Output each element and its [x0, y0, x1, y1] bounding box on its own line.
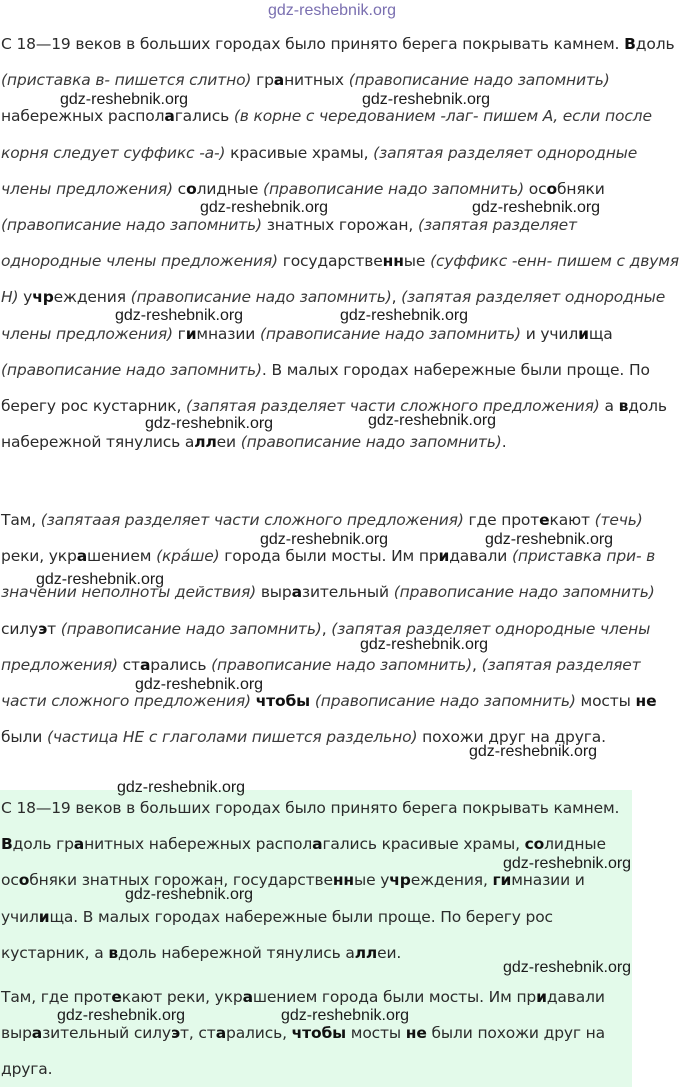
watermark: gdz-reshebnik.org — [60, 91, 189, 108]
text-segment: гались — [174, 107, 234, 126]
text-segment: г — [172, 324, 186, 343]
watermark: gdz-reshebnik.org — [200, 199, 329, 216]
watermark: gdz-reshebnik.org — [117, 779, 246, 796]
text-segment: рались, — [226, 1024, 292, 1043]
highlight-letter: ги — [492, 871, 512, 890]
annotation-note: (правописание надо запомнить) — [130, 288, 392, 307]
highlight-letter: а — [291, 583, 302, 602]
annotation-note: (правописание надо запомнить) — [1, 360, 262, 379]
highlight-letter: чр — [389, 871, 411, 890]
highlight-letter: а — [76, 547, 88, 566]
answer-paragraph-1 — [1, 790, 631, 971]
highlight-letter: со — [524, 835, 545, 854]
annotation-note: (правописание надо запомнить) — [263, 179, 524, 198]
text-segment: кают — [549, 511, 595, 529]
watermark: gdz-reshebnik.org — [135, 676, 264, 693]
annotation-note: (правописание надо запомнить) — [60, 619, 322, 638]
annotation-note: (правописание надо запомнить) — [314, 692, 576, 711]
text-segment: доль — [635, 35, 675, 53]
text-segment: гр — [251, 71, 274, 90]
text-segment: С 18—19 веков в больших городах было принято берега покрывать камнем. — [1, 35, 625, 53]
text-segment: кают реки, укр — [121, 988, 243, 1006]
watermark: gdz-reshebnik.org — [340, 307, 469, 324]
highlight-letter: е — [111, 988, 122, 1006]
highlight-word: не — [635, 692, 657, 711]
watermark: gdz-reshebnik.org — [145, 415, 274, 432]
annotation-note: (суффикс -енн- пишем с двумя Н) — [1, 252, 679, 307]
annotation-note: (запятая разделяет однородные члены предложения) — [1, 288, 666, 343]
text-segment: т, ст — [180, 1024, 216, 1043]
highlight-letter: чр — [32, 288, 54, 307]
text-segment: лидные — [196, 179, 264, 198]
text-segment: ща — [588, 324, 613, 343]
watermark: gdz-reshebnik.org — [503, 959, 632, 976]
text-segment: мназии — [196, 324, 260, 343]
text-segment: знатных горожан, — [261, 216, 418, 235]
text-segment: давали — [449, 547, 512, 566]
text-segment: . В малых городах набережные были проще. По берегу рос кустарник, — [1, 360, 650, 416]
text-segment: еи. — [377, 943, 402, 962]
annotation-note: (запятая разделяет части сложного предложения) — [1, 655, 641, 711]
watermark: gdz-reshebnik.org — [36, 571, 165, 588]
text-segment: С 18—19 веков в больших городах было принято берега покрывать камнем. — [1, 799, 620, 817]
text-segment: ые у — [354, 871, 390, 890]
watermark: gdz-reshebnik.org — [503, 855, 632, 872]
annotation-note: (частица НЕ с глаголами пишется раздельно) — [46, 728, 418, 747]
text-segment: зительный силу — [42, 1024, 171, 1043]
text-segment: реки, укр — [1, 547, 77, 566]
highlight-letter: в — [618, 397, 629, 416]
text-segment: набережных распол — [1, 107, 165, 126]
annotation-note: (правописание надо запомнить) — [260, 324, 521, 343]
highlight-letter: э — [38, 619, 48, 638]
text-segment: силу — [1, 619, 39, 638]
highlight-letter: а — [73, 835, 85, 854]
annotation-note: (правописание надо запомнить) — [211, 655, 473, 674]
annotation-note: (запятая разделяет однородные члены предложения) — [1, 216, 577, 271]
text-segment: т — [47, 619, 61, 638]
text-segment: , — [391, 288, 402, 307]
watermark: gdz-reshebnik.org — [125, 886, 254, 903]
text-segment: нитных — [284, 71, 349, 90]
text-segment: где прот — [463, 511, 540, 529]
highlight-letter: нн — [382, 252, 404, 271]
text-segment: а — [599, 397, 619, 416]
annotation-note: (правописание надо запомнить) — [240, 433, 502, 452]
highlight-letter: и — [185, 324, 197, 343]
annotation-note: (течь) — [594, 511, 643, 529]
annotation-note: (запятая разделяет однородные члены предложения) — [1, 143, 638, 198]
highlight-letter: и — [536, 988, 547, 1006]
answer-paragraph-2 — [1, 979, 631, 1088]
text-segment: были — [1, 728, 47, 747]
text-segment: с — [172, 179, 187, 198]
text-segment: мосты — [575, 692, 636, 711]
highlight-letter: а — [273, 71, 285, 90]
highlight-letter: а — [164, 107, 175, 126]
annotation-note: (запятая разделяет части сложного предложения) — [186, 397, 600, 416]
text-segment: ща. В малых городах набережные были проще. По берегу рос кустарник, а — [1, 907, 553, 962]
text-segment: Там, где прот — [1, 988, 112, 1006]
text-segment: Там, — [1, 511, 41, 529]
annotation-note: (правописание надо запомнить) — [1, 216, 262, 235]
highlight-letter: о — [546, 179, 557, 198]
highlight-word: чтобы — [291, 1024, 347, 1043]
highlight-letter: о — [186, 179, 197, 198]
watermark: gdz-reshebnik.org — [472, 199, 601, 216]
watermark: gdz-reshebnik.org — [260, 531, 389, 548]
annotation-note: (приставка при- в значении неполноты действия) — [1, 547, 656, 602]
header-watermark: gdz-reshebnik.org — [268, 2, 397, 19]
watermark: gdz-reshebnik.org — [469, 743, 598, 760]
highlight-word: чтобы — [255, 692, 311, 711]
text-segment: шением города были мосты. Им пр — [252, 988, 537, 1006]
text-segment: и учил — [520, 324, 579, 343]
highlight-letter: а — [242, 988, 253, 1006]
watermark: gdz-reshebnik.org — [368, 412, 497, 429]
text-segment: еждения, — [410, 871, 493, 890]
watermark: gdz-reshebnik.org — [281, 1007, 410, 1024]
watermark: gdz-reshebnik.org — [57, 1007, 186, 1024]
watermark: gdz-reshebnik.org — [362, 91, 491, 108]
text-segment: мназии и учил — [1, 871, 585, 926]
highlight-letter: а — [312, 835, 323, 854]
annotation-note: (запятаая разделяет части сложного предложения) — [40, 511, 464, 529]
watermark: gdz-reshebnik.org — [485, 531, 614, 548]
text-segment: рались — [150, 655, 212, 674]
highlight-letter: а — [139, 655, 151, 674]
text-segment: , — [472, 655, 482, 674]
text-segment: гались красивые храмы, — [322, 835, 525, 854]
highlight-letter: лл — [194, 433, 217, 452]
text-segment: выр — [256, 583, 292, 602]
annotation-note: (правописание надо запомнить) — [393, 583, 655, 602]
highlight-letter: э — [170, 1024, 180, 1043]
text-segment: государстве — [277, 252, 383, 271]
annotation-note: (приставка в- пишется слитно) — [1, 71, 252, 90]
annotation-note: (в корне с чередованием -лаг- пишем А, если после корня следует суффикс -а-) — [1, 107, 652, 162]
highlight-letter: лл — [354, 943, 378, 962]
text-segment: доль набережной тянулись а — [1, 397, 667, 452]
highlight-letter: о — [18, 871, 30, 890]
highlight-letter: В — [624, 35, 636, 53]
highlight-letter: в — [108, 943, 118, 962]
text-segment: были похожи друг на друга. — [1, 1024, 606, 1079]
text-segment: бняки — [556, 179, 605, 198]
text-segment: города были мосты. Им пр — [219, 547, 439, 566]
text-segment: зительный — [301, 583, 394, 602]
highlight-letter: В — [1, 835, 13, 854]
watermark: gdz-reshebnik.org — [360, 636, 489, 653]
text-segment: шением — [87, 547, 157, 566]
highlight-letter: и — [38, 907, 50, 926]
annotation-note: (правописание надо запомнить) — [348, 71, 610, 90]
highlight-letter: а — [31, 1024, 43, 1043]
highlight-letter: нн — [332, 871, 354, 890]
text-segment: лидные ос — [1, 835, 606, 890]
highlight-letter: и — [438, 547, 450, 566]
text-segment: ст — [117, 655, 140, 674]
text-segment: ос — [523, 179, 547, 198]
highlight-letter: а — [215, 1024, 226, 1043]
highlight-letter: и — [578, 324, 589, 343]
text-segment: бняки знатных горожан, государстве — [29, 871, 333, 890]
text-segment: доль набережной тянулись а — [118, 943, 355, 962]
watermark: gdz-reshebnik.org — [115, 307, 244, 324]
text-segment: красивые храмы, — [225, 143, 374, 162]
annotation-note: (кра́ше) — [156, 547, 220, 566]
highlight-letter: е — [539, 511, 550, 529]
highlight-word: не — [405, 1024, 427, 1043]
text-segment: еи — [216, 433, 241, 452]
text-segment: давали выр — [1, 988, 605, 1043]
text-segment: похожи друг на друга. — [417, 728, 606, 747]
text-segment: доль гр — [12, 835, 74, 854]
annotation-note: (запятая разделяет однородные члены предложения) — [1, 619, 651, 674]
text-segment: еждения — [53, 288, 131, 307]
text-segment: ые — [403, 252, 431, 271]
text-segment: у — [18, 288, 33, 307]
text-segment: , — [321, 619, 332, 638]
text-segment: нитных набережных распол — [84, 835, 313, 854]
text-segment: . — [501, 433, 507, 452]
text-segment: мосты — [346, 1024, 406, 1043]
